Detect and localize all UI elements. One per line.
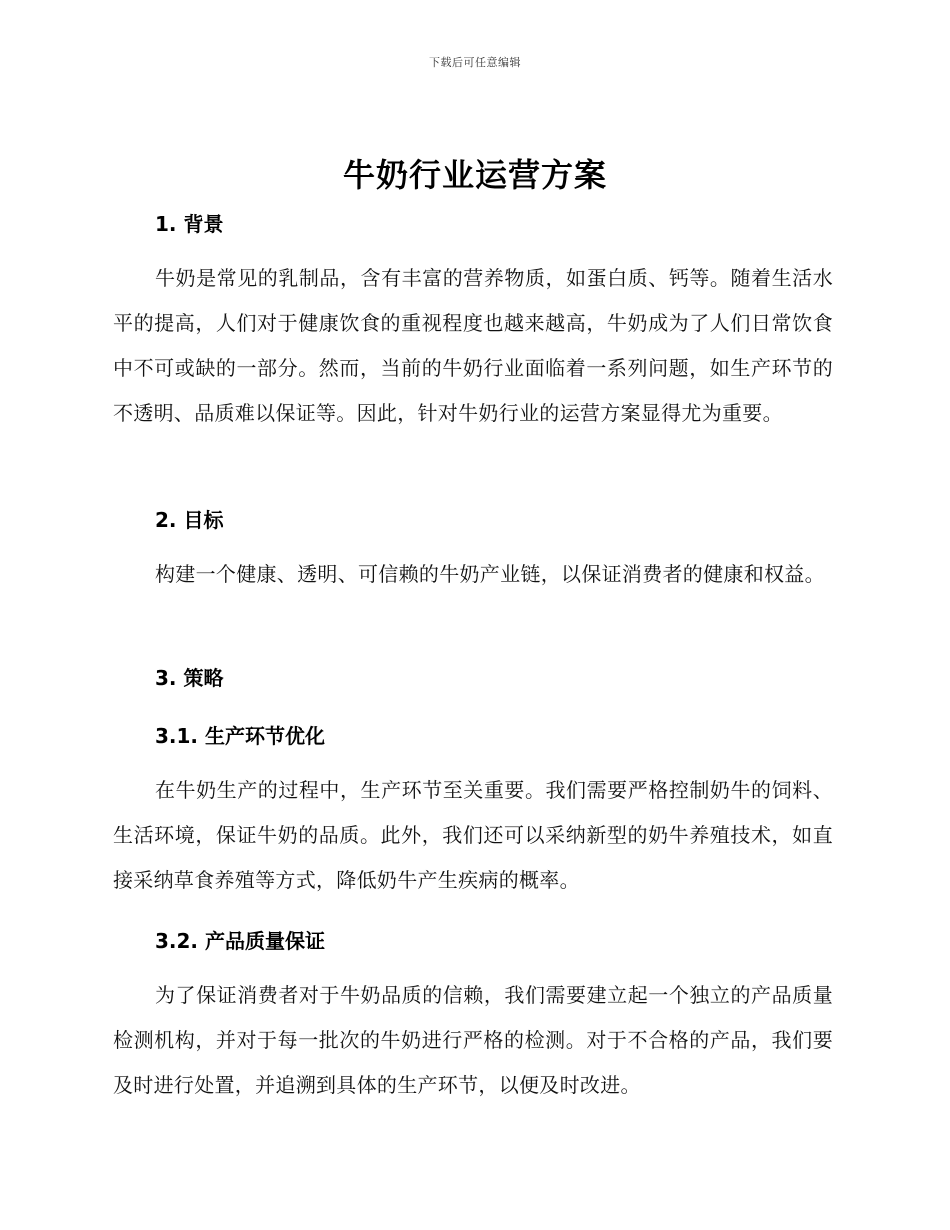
document-title: 牛奶行业运营方案 [342,156,607,194]
section-paragraph-background: 牛奶是常见的乳制品，含有丰富的营养物质，如蛋白质、钙等。随着生活水平的提高，人们对于健康饮食的重视程度也越来越高，牛奶成为了人们日常饮食中不可或缺的一部分。然而，当前的牛奶行业面临着一系列问题，如生产环节的不透明、品质难以保证等。因此，针对牛奶行业的运营方案显得尤为重要。 [113,266,833,425]
section-heading-production: 3.1. 生产环节优化 [155,724,325,748]
page-header: 下载后可任意编辑 [429,56,521,69]
section-paragraph-quality: 为了保证消费者对于牛奶品质的信赖，我们需要建立起一个独立的产品质量检测机构，并对于每一批次的牛奶进行严格的检测。对于不合格的产品，我们要及时进行处置，并追溯到具体的生产环节，以便及时改进。 [113,983,833,1097]
section-heading-strategy: 3. 策略 [155,666,224,690]
section-heading-quality: 3.2. 产品质量保证 [155,929,325,953]
section-paragraph-production: 在牛奶生产的过程中，生产环节至关重要。我们需要严格控制奶牛的饲料、生活环境，保证牛奶的品质。此外，我们还可以采纳新型的奶牛养殖技术，如直接采纳草食养殖等方式，降低奶牛产生疾病的概率。 [113,778,833,892]
section-heading-goal: 2. 目标 [155,508,224,532]
section-heading-background: 1. 背景 [155,212,224,236]
section-paragraph-goal: 构建一个健康、透明、可信赖的牛奶产业链，以保证消费者的健康和权益。 [155,562,825,586]
